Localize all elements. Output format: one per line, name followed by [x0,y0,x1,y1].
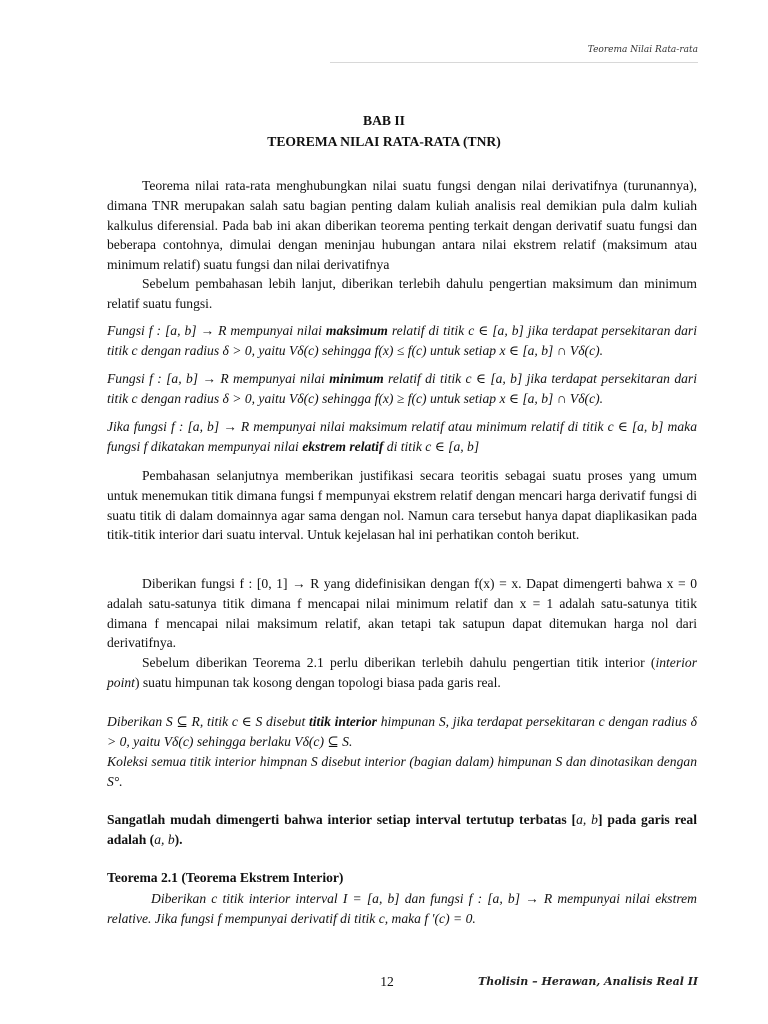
definition-minimum [107,369,697,409]
interior-intro-lead: Sebelum diberikan Teorema 2.1 perlu diberikan terlebih dahulu pengertian titik interior ( [142,655,656,670]
definition-minimum-term: minimum [329,371,384,386]
interior-note-closed-interval: a, b [576,812,598,827]
definition-interior-rest: himpunan S, jika terdapat persekitaran c dengan radius δ > 0, yaitu Vδ(c) sehingga berlaku Vδ(c) ⊆ S. [107,714,697,749]
discussion-paragraph-1: Pembahasan selanjutnya memberikan justifikasi secara teoritis sebagai suatu proses yang umum untuk menemukan titik dimana fungsi f mempunyai ekstrem relatif dengan mencari harga derivatif fungsi di suatu titik di dalam domainnya agar sama dengan nol. Namun cara tersebut hanya dapat diaplikasikan pada titik-titik interior dari suatu interval. Untuk kejelasan hal ini perhatikan contoh berikut. [107,468,697,543]
definition-relative-extremum [107,417,697,457]
intro-paragraph-1: Teorema nilai rata-rata menghubungkan nilai suatu fungsi dengan nilai derivatifnya (turunannya), dimana TNR merupakan salah satu bagian penting dalam kuliah analisis real demikian pula dalm kuliah kalkulus diferensial. Pada bab ini akan diberikan teorema penting terkait dengan derivatif suatu fungsi dan beberapa contohnya, dimulai dengan meninjau hubungan antara nilai ekstrem relatif (maksimum atau minimum relatif) suatu fungsi dan nilai derivatifnya [107,178,697,273]
definition-interior-term: titik interior [309,714,377,729]
definition-extremum-term: ekstrem relatif [302,438,384,454]
definition-interior-set: Koleksi semua titik interior himpnan S disebut interior (bagian dalam) himpunan S dan dinotasikan dengan S°. [107,754,697,789]
definition-maximum [107,321,697,361]
page-number: 12 [380,974,394,989]
definition-minimum-lead: Fungsi f : [a, b] → R mempunyai nilai [107,371,330,386]
definition-maximum-term: maksimum [325,323,388,338]
definition-maximum-rest: relatif di titik c ∈ [a, b] jika terdapat persekitaran dari titik c dengan radius δ > 0, yaitu Vδ(c) sehingga f(x) ≤ f(c) untuk setiap x ∈ [a, b] ∩ Vδ(c). [107,323,697,358]
theorem-statement: Diberikan c titik interior interval I = [a, b] dan fungsi f : [a, b] → R mempunyai nilai ekstrem relative. Jika fungsi f mempunyai derivatif di titik c, maka f ′(c) = 0. [107,891,697,926]
interior-note-part-1: Sangatlah mudah dimengerti bahwa interior setiap interval tertutup terbatas [ [107,812,577,827]
header-rule [330,62,698,63]
definition-extremum-lead: Jika fungsi f : [a, b] → R mempunyai nilai maksimum relatif atau minimum relatif di titik c ∈ [a, b] maka fungsi f dikatakan mempunyai nilai [107,419,697,454]
interior-intro-rest: ) suatu himpunan tak kosong dengan topologi biasa pada garis real. [134,674,501,690]
definition-interior-point [107,712,697,752]
footer-credit: Tholisin – Herawan, Analisis Real II [478,975,698,988]
example-paragraph: Diberikan fungsi f : [0, 1] → R yang didefinisikan dengan f(x) = x. Dapat dimengerti bahwa x = 0 adalah satu-satunya titik dimana f mencapai nilai minimum relatif dan x = 1 adalah satu-satunya titik dimana f mencapai nilai maksimum relatif, akan tetapi tak satupun dapat ditemukan harga nol dari derivatifnya. [107,576,697,651]
interior-note-open-interval: a, b [154,831,175,847]
running-head: Teorema Nilai Rata-rata [587,45,698,55]
interior-intro-term: interior point [107,655,697,690]
interior-note-paragraph [107,810,697,850]
interior-intro-paragraph [107,653,697,693]
interior-note-part-2: ] pada garis real adalah ( [107,812,698,847]
interior-note-part-3: ). [174,831,183,847]
intro-paragraph-2: Sebelum pembahasan lebih lanjut, diberikan terlebih dahulu pengertian maksimum dan minimum relatif suatu fungsi. [107,276,697,311]
definition-minimum-rest: relatif di titik c ∈ [a, b] jika terdapat persekitaran dari titik c dengan radius δ > 0, yaitu Vδ(c) sehingga f(x) ≥ f(c) untuk setiap x ∈ [a, b] ∩ Vδ(c). [107,371,697,406]
definition-extremum-rest: di titik c ∈ [a, b] [383,438,480,454]
definition-maximum-lead: Fungsi f : [a, b] → R mempunyai nilai [107,323,326,338]
chapter-title: TEOREMA NILAI RATA-RATA (TNR) [267,134,501,149]
chapter-number: BAB II [363,113,405,128]
theorem-title: Teorema 2.1 (Teorema Ekstrem Interior) [107,870,344,885]
definition-interior-lead: Diberikan S ⊆ R, titik c ∈ S disebut [107,714,309,729]
